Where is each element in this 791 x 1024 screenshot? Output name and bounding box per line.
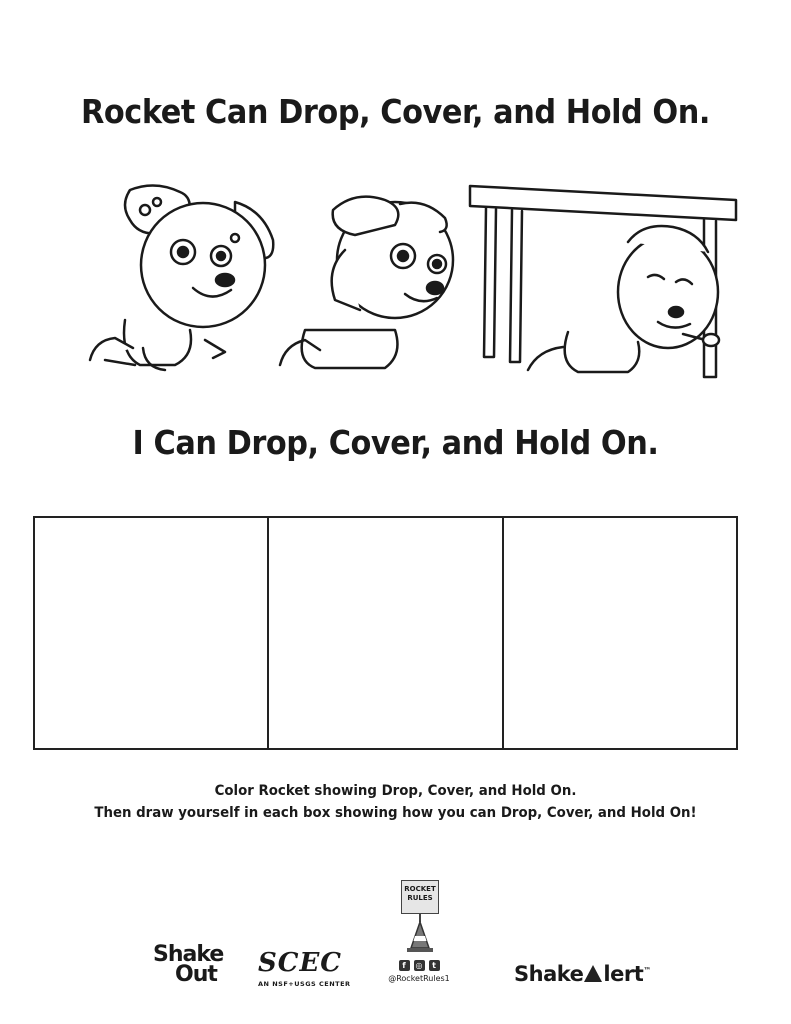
instruction-line-1: Color Rocket showing Drop, Cover, and Hold On.	[214, 783, 577, 799]
rocket-hold-on-illustration	[468, 182, 740, 382]
shakeout-logo	[153, 942, 224, 987]
shakeout-line-2: Out	[175, 962, 217, 987]
drawing-box-drop[interactable]	[35, 518, 269, 748]
social-links	[388, 960, 450, 983]
instagram-icon[interactable]: ◎	[414, 960, 425, 971]
instructions	[32, 780, 760, 824]
rocket-cover-illustration	[275, 190, 470, 375]
drawing-box-cover[interactable]	[269, 518, 503, 748]
rocket-drop-illustration	[85, 180, 280, 375]
shakealert-logo: Shake lert™	[514, 962, 651, 986]
drawing-box-hold-on[interactable]	[504, 518, 736, 748]
shakeout-line-1: Shake	[153, 942, 224, 967]
warning-triangle-icon	[584, 965, 602, 982]
traffic-cone-icon	[405, 914, 435, 954]
instruction-line-2: Then draw yourself in each box showing how you can Drop, Cover, and Hold On!	[94, 805, 697, 821]
scec-mark: SCEC	[258, 948, 342, 978]
social-handle[interactable]: @RocketRules1	[388, 974, 450, 983]
twitter-icon[interactable]: t	[429, 960, 440, 971]
rocket-rules-logo	[395, 880, 445, 958]
rocket-rules-sign: ROCKET RULES	[401, 880, 439, 914]
drawing-boxes	[33, 516, 738, 750]
page-title: Rocket Can Drop, Cover, and Hold On.	[80, 92, 710, 131]
scec-logo	[258, 948, 351, 988]
scec-subtitle: AN NSF+USGS CENTER	[258, 980, 351, 988]
section-title: I Can Drop, Cover, and Hold On.	[132, 423, 659, 462]
facebook-icon[interactable]: f	[399, 960, 410, 971]
